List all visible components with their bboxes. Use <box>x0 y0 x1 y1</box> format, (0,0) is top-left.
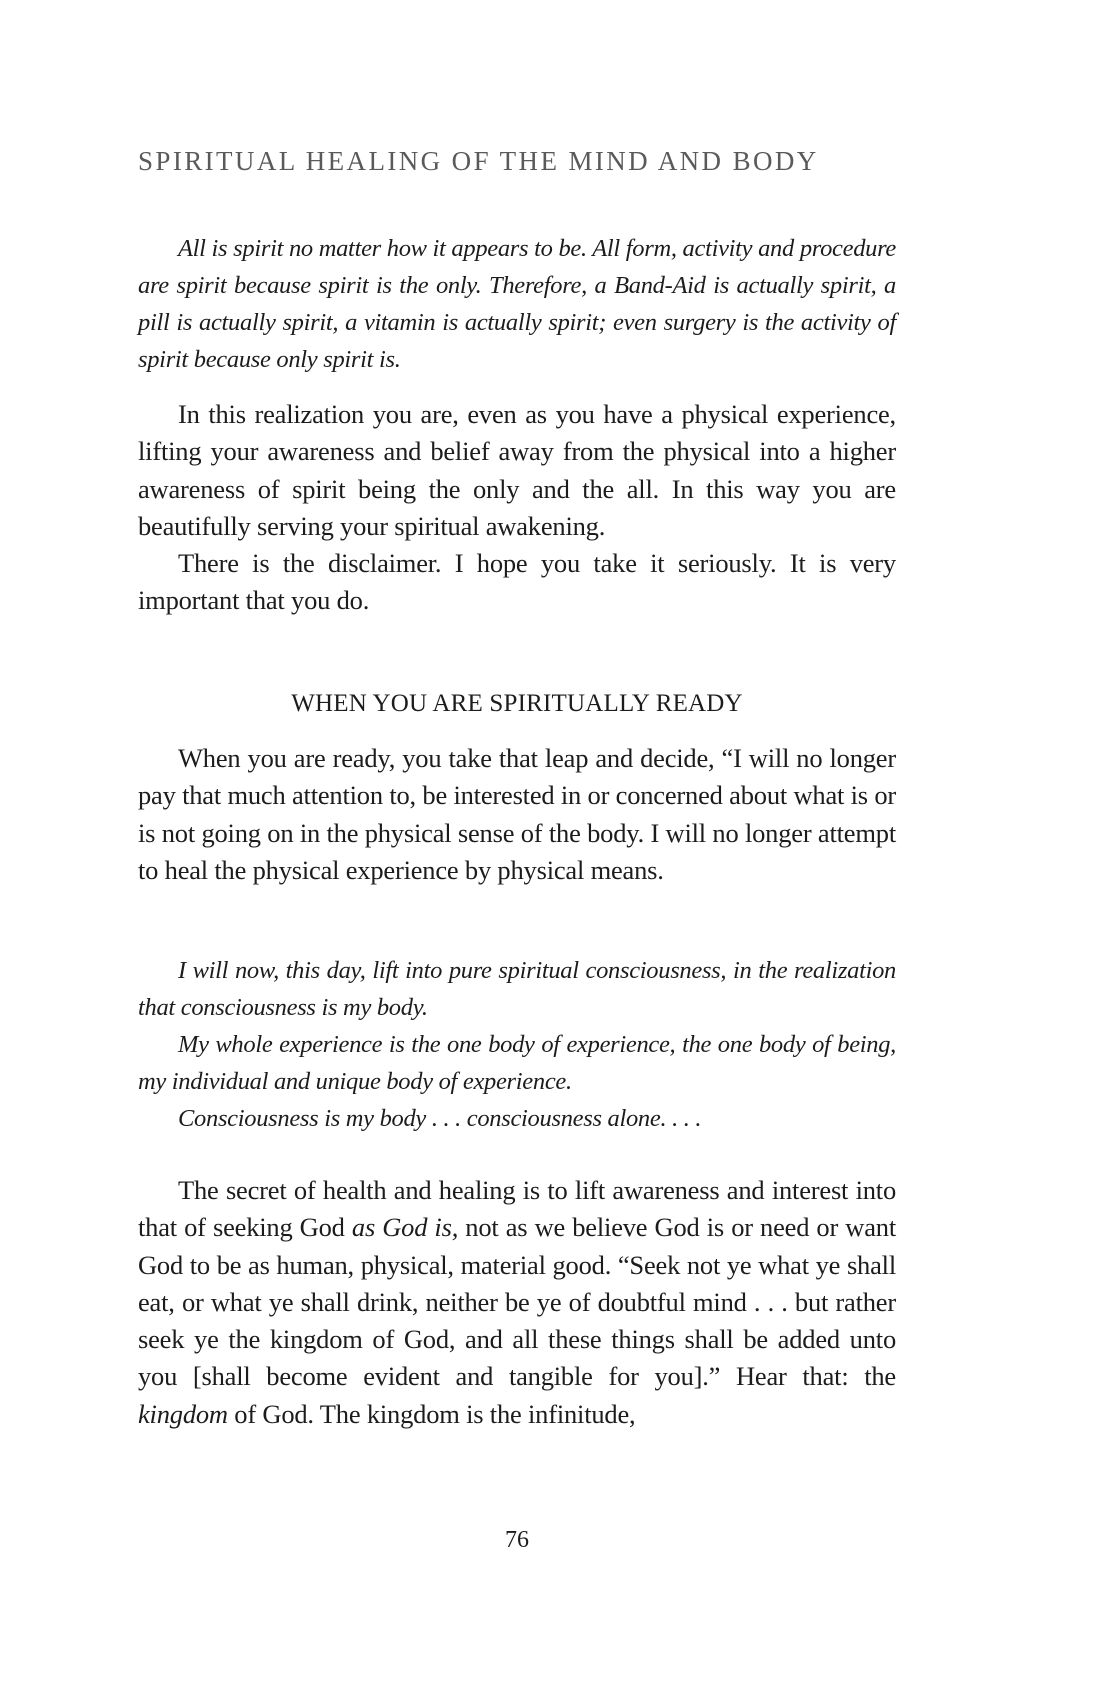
body-paragraph: In this realization you are, even as you have a physical experience, lifting your awareness and belief away from the physical into a higher awareness of spirit being the only and the all. In this way you are beautifully serving your spiritual awakening. <box>138 399 896 541</box>
quote-block-2 <box>138 952 896 1137</box>
section-heading: WHEN YOU ARE SPIRITUALLY READY <box>291 690 743 717</box>
quote-paragraph: All is spirit no matter how it appears to be. All form, activity and procedure are spirit because spirit is the only. Therefore, a Band-Aid is actually spirit, a pill is actually spirit, a vitamin is actually spirit; even surgery is the activity of spirit because only spirit is. <box>138 235 896 373</box>
emphasis-text: kingdom <box>138 1398 228 1429</box>
body-block-2 <box>138 740 896 889</box>
text-run: The secret of health and healing is to lift awareness and interest into that of seeking God <box>138 1175 896 1243</box>
body-paragraph: There is the disclaimer. I hope you take it seriously. It is very important that you do. <box>138 548 896 616</box>
body-paragraph <box>138 1172 896 1433</box>
body-paragraph: When you are ready, you take that leap and decide, “I will no longer pay that much attention to, be interested in or concerned about what is or is not going on in the physical sense of the body. I will no longer attempt to heal the physical experience by physical means. <box>138 743 896 885</box>
text-run: of God. The kingdom is the infinitude, <box>227 1398 636 1429</box>
body-block-3 <box>138 1172 896 1433</box>
emphasis-text: as God is, <box>351 1212 459 1243</box>
body-block-1 <box>138 396 896 620</box>
text-run: not as we believe God is or need or want God to be as human, physical, material good. “Seek not ye what ye shall eat, or what ye shall drink, neither be ye of doubtful mind . . . but rather seek ye the kingdom of God, and all these things shall be added unto you [shall become evident and tangible for you].” Hear that: the <box>138 1212 896 1392</box>
quote-paragraph: Consciousness is my body . . . consciousness alone. . . . <box>178 1105 702 1132</box>
page-number: 76 <box>505 1527 529 1553</box>
quote-paragraph: I will now, this day, lift into pure spiritual consciousness, in the realization that consciousness is my body. <box>138 957 896 1021</box>
quote-block-1 <box>138 230 896 378</box>
running-head: SPIRITUAL HEALING OF THE MIND AND BODY <box>138 146 819 176</box>
quote-paragraph: My whole experience is the one body of experience, the one body of being, my individual and unique body of experience. <box>138 1031 896 1095</box>
